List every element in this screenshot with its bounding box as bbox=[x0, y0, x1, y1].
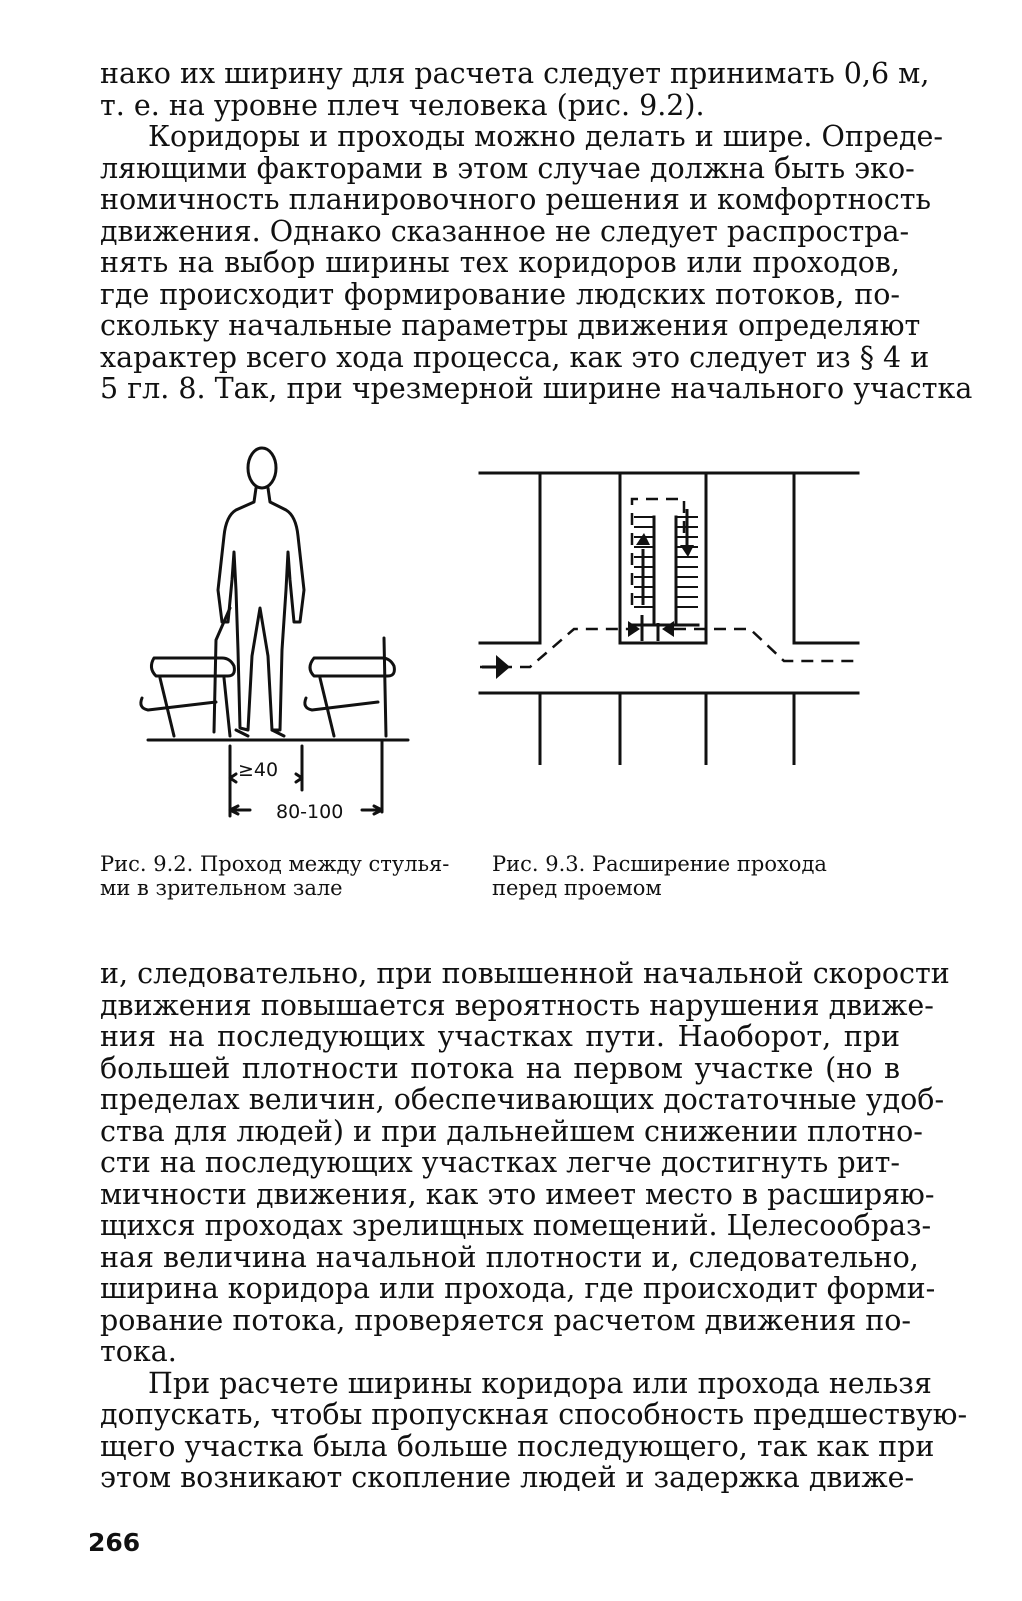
caption-fig-9-3 bbox=[492, 852, 827, 900]
text-line: допускать, чтобы пропускная способность предшествую- bbox=[100, 1398, 968, 1431]
text-line: ширина коридора или прохода, где происходит форми- bbox=[100, 1272, 936, 1305]
caption-line: ми в зрительном зале bbox=[100, 876, 343, 900]
text-line: ния на последующих участках пути. Наоборот, при bbox=[100, 1020, 900, 1053]
text-line: движения. Однако сказанное не следует распростра- bbox=[100, 214, 910, 248]
text-line: мичности движения, как это имеет место в расширяю- bbox=[100, 1177, 935, 1211]
text-line: ства для людей) и при дальнейшем снижении плотно- bbox=[100, 1114, 923, 1148]
page-number: 266 bbox=[88, 1528, 141, 1557]
caption-fig-9-2 bbox=[100, 852, 449, 900]
caption-line: перед проемом bbox=[492, 876, 662, 900]
text-line: нять на выбор ширины тех коридоров или проходов, bbox=[100, 246, 900, 279]
figure-aisle-widening bbox=[478, 455, 868, 765]
figure-aisle-between-chairs bbox=[138, 440, 418, 840]
text-line: большей плотности потока на первом участке (но в bbox=[100, 1051, 900, 1085]
caption-line: Рис. 9.2. Проход между стулья- bbox=[100, 852, 450, 876]
text-line: где происходит формирование людских потоков, по- bbox=[100, 277, 900, 311]
caption-line: Рис. 9.3. Расширение прохода bbox=[492, 852, 827, 876]
text-line: При расчете ширины коридора или прохода нельзя bbox=[148, 1366, 932, 1400]
text-line: нако их ширину для расчета следует принимать 0,6 м, bbox=[100, 57, 930, 90]
dimension-min-width: ≥40 bbox=[238, 759, 279, 781]
text-line: движения повышается вероятность нарушения движе- bbox=[100, 988, 934, 1022]
text-line: ляющими факторами в этом случае должна быть эко- bbox=[100, 151, 915, 185]
text-line: скольку начальные параметры движения определяют bbox=[100, 309, 921, 342]
text-line: этом возникают скопление людей и задержка движе- bbox=[100, 1461, 915, 1494]
text-line: щего участка была больше последующего, так как при bbox=[100, 1429, 935, 1463]
text-line: т. е. на уровне плеч человека (рис. 9.2). bbox=[100, 88, 705, 122]
text-line: щихся проходах зрелищных помещений. Целесообраз- bbox=[100, 1209, 932, 1242]
right-chair-armrest bbox=[310, 658, 394, 676]
text-line: 5 гл. 8. Так, при чрезмерной ширине начального участка bbox=[100, 372, 973, 405]
text-line: и, следовательно, при повышенной начальной скорости bbox=[100, 957, 950, 990]
person-head bbox=[248, 448, 276, 488]
flow-arrows bbox=[496, 533, 694, 679]
text-line: тока. bbox=[100, 1335, 177, 1368]
dimension-total-width: 80-100 bbox=[276, 801, 344, 823]
top-text-block bbox=[100, 57, 973, 405]
text-line: ная величина начальной плотности и, следовательно, bbox=[100, 1240, 919, 1274]
text-line: пределах величин, обеспечивающих достаточные удоб- bbox=[100, 1083, 945, 1116]
text-line: сти на последующих участках легче достигнуть рит- bbox=[100, 1146, 900, 1179]
left-chair-armrest bbox=[151, 658, 234, 676]
text-line: Коридоры и проходы можно делать и шире. Опреде- bbox=[148, 120, 944, 153]
bottom-text-block bbox=[100, 957, 968, 1494]
stair-core bbox=[654, 517, 676, 625]
text-line: рование потока, проверяется расчетом движения по- bbox=[100, 1303, 912, 1337]
text-line: характер всего хода процесса, как это следует из § 4 и bbox=[100, 340, 930, 374]
text-line: номичность планировочного решения и комфортность bbox=[100, 183, 932, 216]
